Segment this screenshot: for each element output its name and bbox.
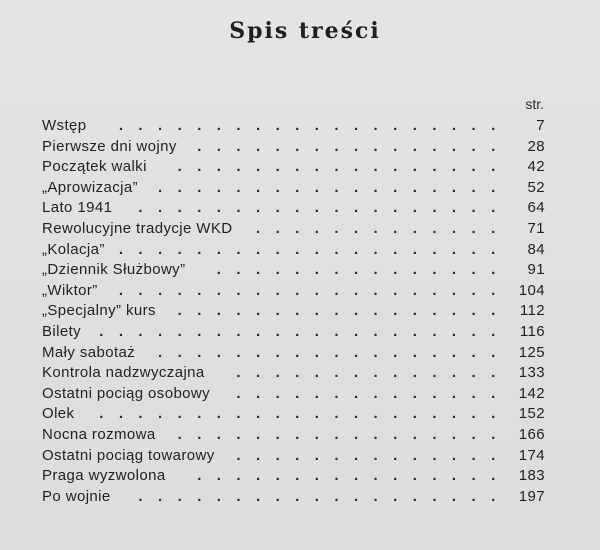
toc-entry xyxy=(42,281,545,302)
toc-entry-page: 7 xyxy=(536,117,545,134)
toc-entry-title: Wstęp xyxy=(42,117,87,134)
toc-entry xyxy=(42,363,545,384)
dot-leader: . . . . . . . . . . . . . . . . . . . . xyxy=(118,117,496,134)
toc-entry-title: „Wiktor” xyxy=(42,281,98,299)
toc-entry-title: Kontrola nadzwyczajna xyxy=(42,364,205,382)
dot-leader: . . . . . . . . . . . . . . . . . . . . xyxy=(118,240,496,258)
toc-entry-page: 142 xyxy=(518,384,545,402)
dot-leader: . . . . . . . . . . . . . xyxy=(255,219,496,237)
dot-leader: . . . . . . . . . . . . . . . . xyxy=(197,137,496,155)
dot-leader: . . . . . . . . . . . . . . . . . . xyxy=(158,343,496,361)
toc-entry-title: „Specjalny” kurs xyxy=(42,302,156,320)
toc-entry-title: Po wojnie xyxy=(42,487,111,505)
toc-entry-page: 197 xyxy=(518,487,545,505)
toc-entry-page: 152 xyxy=(518,405,545,423)
toc-entry-title: Olek xyxy=(42,405,75,423)
dot-leader: . . . . . . . . . . . . . . . . . . . xyxy=(138,487,496,505)
toc-entry xyxy=(42,425,545,446)
toc-entry-title: „Dziennik Służbowy” xyxy=(42,261,186,279)
toc-entry-page: 104 xyxy=(518,281,545,299)
toc-entry-page: 116 xyxy=(519,322,545,340)
toc-entry xyxy=(42,116,545,137)
toc-entry-title: Praga wyzwolona xyxy=(42,467,166,485)
toc-entry xyxy=(42,240,545,261)
toc-entry-title: „Aprowizacja” xyxy=(42,178,139,196)
toc-entry-page: 64 xyxy=(527,199,545,217)
toc-entry xyxy=(42,343,545,364)
toc-entry-title: „Kolacja” xyxy=(42,240,105,258)
toc-entry-page: 84 xyxy=(527,240,545,258)
toc-entry xyxy=(42,384,545,405)
toc-entry xyxy=(42,466,545,487)
toc-entry-title: Ostatni pociąg towarowy xyxy=(42,446,215,464)
toc-entry xyxy=(42,137,545,158)
toc-entry xyxy=(42,487,545,508)
toc-entry-title: Rewolucyjne tradycje WKD xyxy=(42,219,233,237)
toc-entry-page: 183 xyxy=(518,467,545,485)
toc-entry-page: 125 xyxy=(518,343,545,361)
toc-entry-title: Mały sabotaż xyxy=(42,343,136,361)
toc-entry xyxy=(42,260,545,281)
toc-entry xyxy=(42,404,545,425)
dot-leader: . . . . . . . . . . . . . . xyxy=(236,446,496,464)
dot-leader: . . . . . . . . . . . . . . . . . xyxy=(177,158,496,176)
toc-entry-title: Bilety xyxy=(42,322,82,340)
toc-entry-page: 112 xyxy=(519,302,545,320)
dot-leader: . . . . . . . . . . . . . . . . . . xyxy=(158,178,496,196)
page-title: Spis treści xyxy=(229,18,381,44)
toc-entry xyxy=(42,157,545,178)
dot-leader: . . . . . . . . . . . . . . . xyxy=(216,261,496,279)
dot-leader: . . . . . . . . . . . . . . . . . . . . xyxy=(118,281,496,299)
toc-entry-page: 174 xyxy=(518,446,545,464)
dot-leader: . . . . . . . . . . . . . . xyxy=(236,384,496,402)
toc-entry-title: Lato 1941 xyxy=(42,199,113,217)
dot-leader: . . . . . . . . . . . . . . . . . . . . . xyxy=(99,405,496,423)
toc-entry-title: Początek walki xyxy=(42,158,147,176)
toc-entry-page: 166 xyxy=(518,425,545,443)
toc-entry-page: 133 xyxy=(518,364,545,382)
toc-entry xyxy=(42,198,545,219)
toc-entry xyxy=(42,301,545,322)
toc-entry-page: 28 xyxy=(527,137,545,155)
toc-entry-title: Ostatni pociąg osobowy xyxy=(42,384,211,402)
toc-entry xyxy=(42,178,545,199)
dot-leader: . . . . . . . . . . . . . . . . xyxy=(197,467,496,485)
dot-leader: . . . . . . . . . . . . . . . . . xyxy=(177,302,496,320)
toc-entry-page: 71 xyxy=(527,219,545,237)
toc-entry xyxy=(42,446,545,467)
toc-entry-page: 52 xyxy=(527,178,545,196)
toc-entry-page: 42 xyxy=(527,158,545,176)
toc-entry-title: Nocna rozmowa xyxy=(42,425,156,443)
toc-entry-page: 91 xyxy=(527,261,545,279)
dot-leader: . . . . . . . . . . . . . . . . . xyxy=(177,425,496,443)
page-column-label: str. xyxy=(525,96,544,112)
dot-leader: . . . . . . . . . . . . . . . . . . . . . xyxy=(99,322,496,340)
dot-leader: . . . . . . . . . . . . . . xyxy=(236,364,496,382)
toc-entry xyxy=(42,219,545,240)
toc-entry xyxy=(42,322,545,343)
dot-leader: . . . . . . . . . . . . . . . . . . . xyxy=(138,199,496,217)
table-of-contents xyxy=(42,116,545,507)
toc-entry-title: Pierwsze dni wojny xyxy=(42,137,177,155)
